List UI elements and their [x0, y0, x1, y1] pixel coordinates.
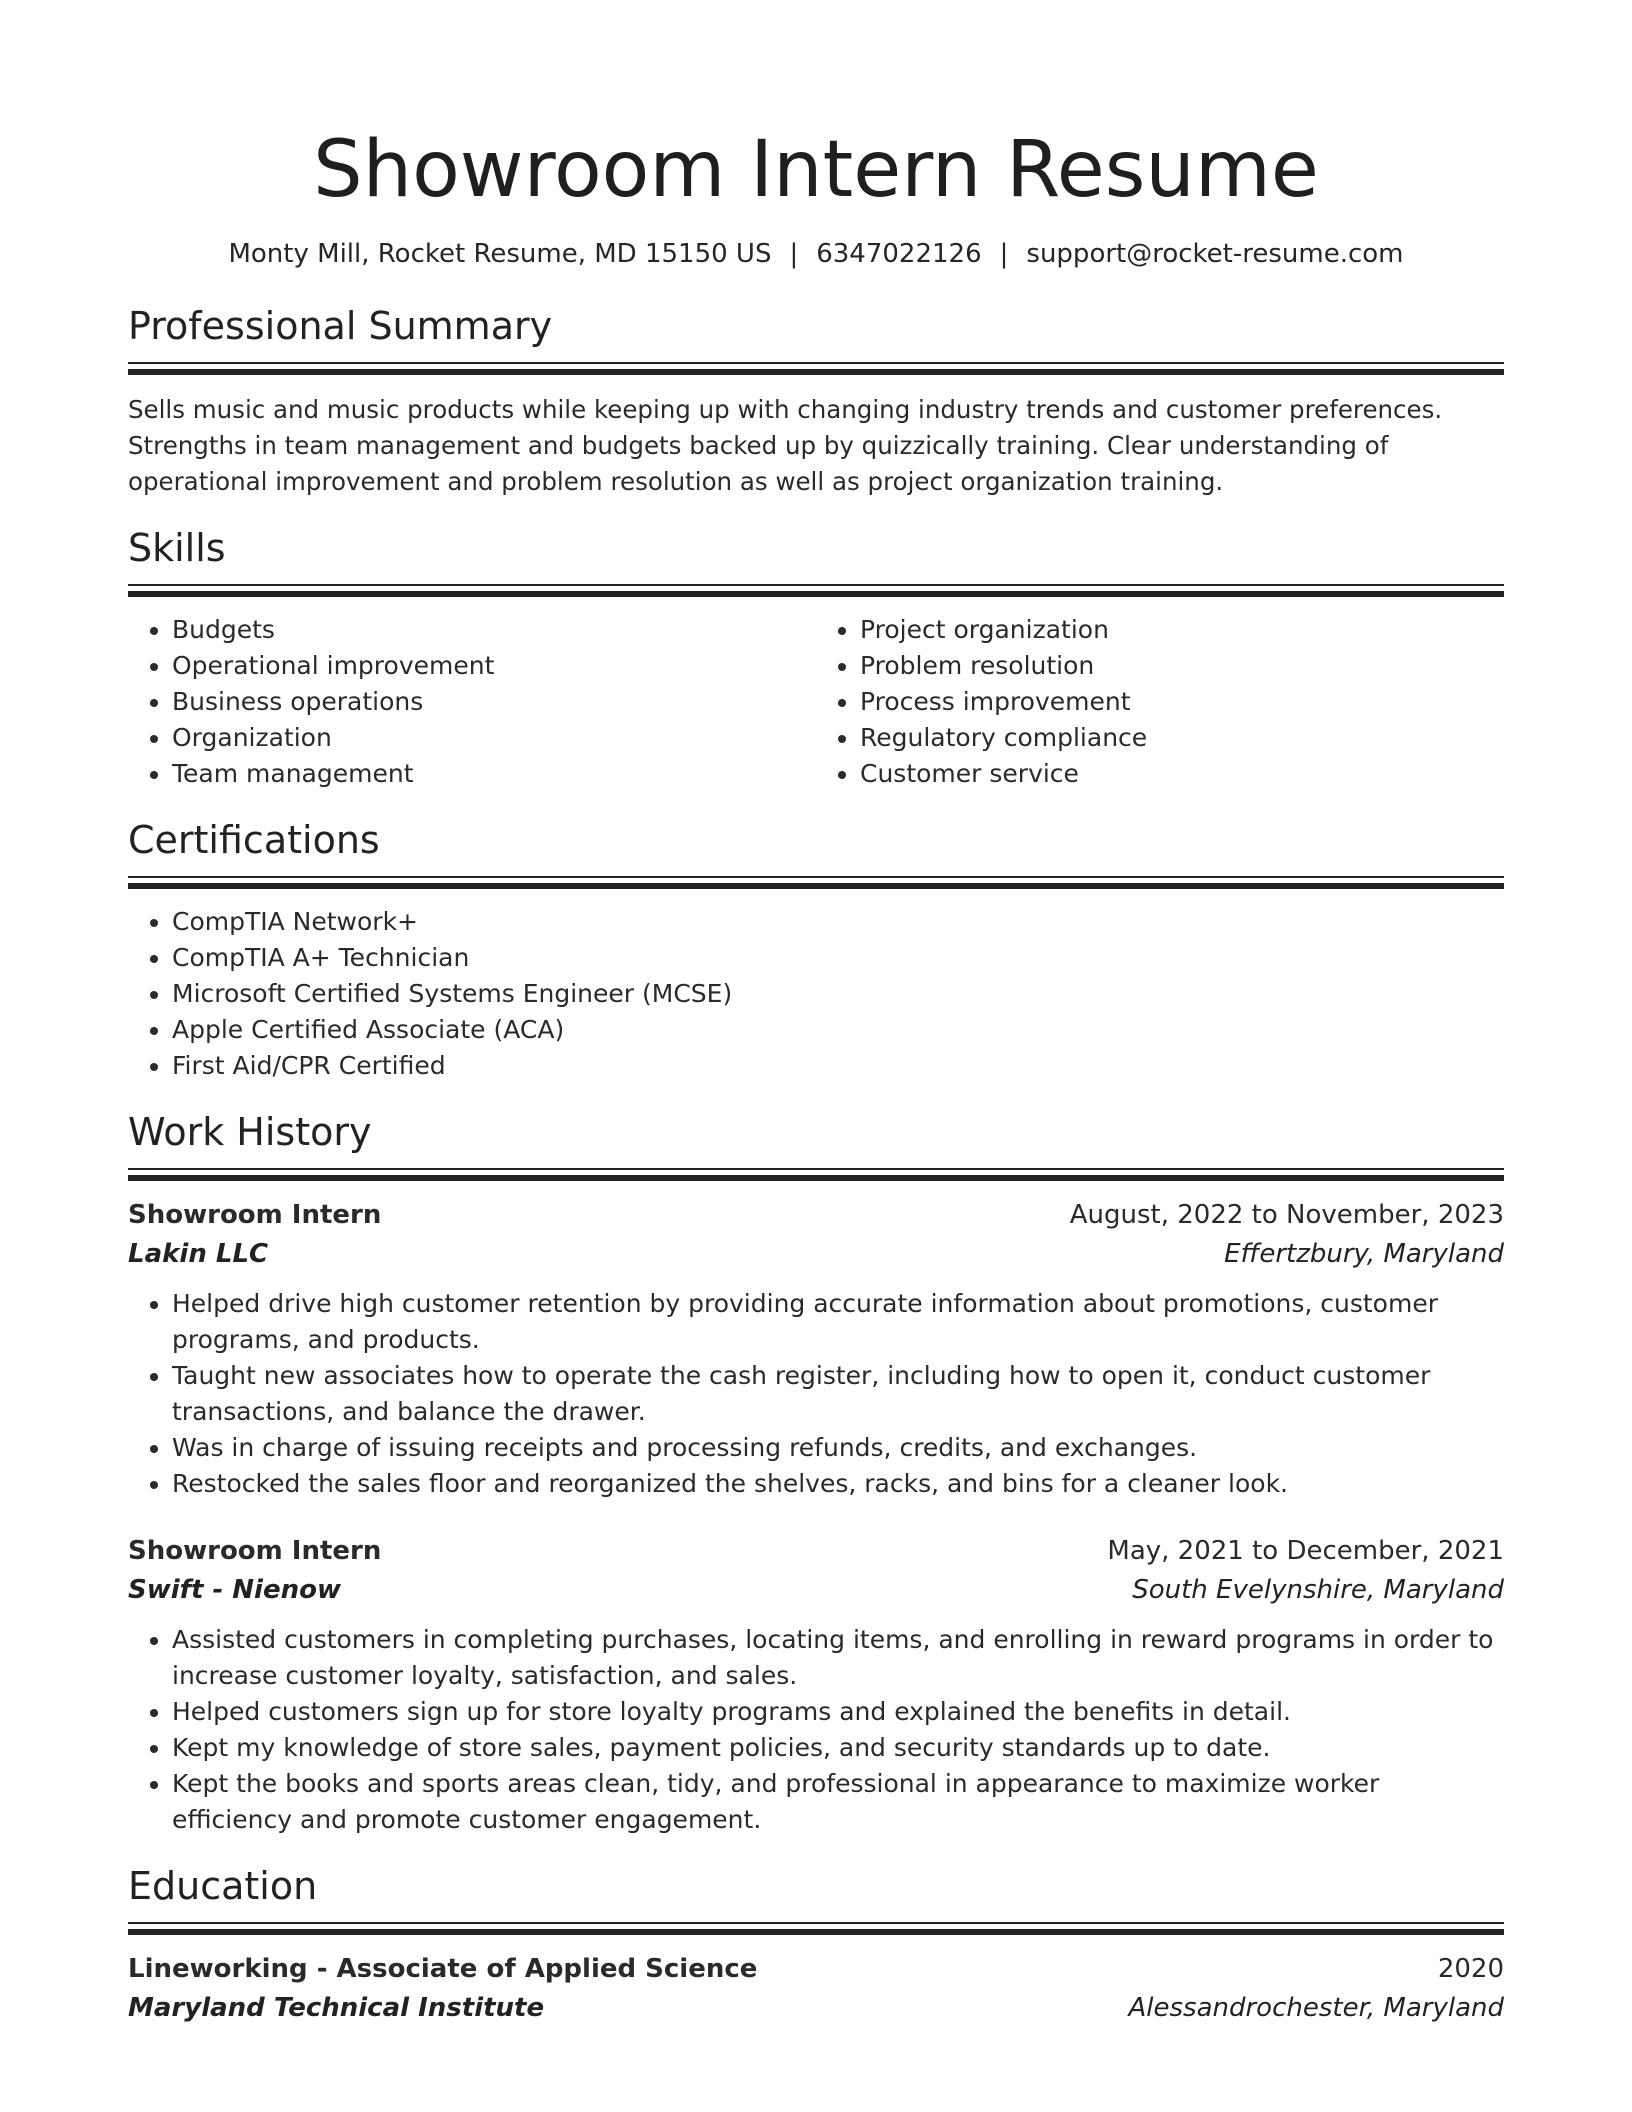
contact-separator: | — [999, 239, 1009, 269]
job-bullet: • Helped drive high customer retention by providing accurate information about promotions, customer programs, and products. — [172, 1286, 1504, 1358]
job-bullet: • Kept the books and sports areas clean, tidy, and professional in appearance to maximize worker efficiency and promote customer engagement. — [172, 1766, 1504, 1838]
job-title: Showroom Intern — [128, 1200, 382, 1230]
education-year: 2020 — [1437, 1954, 1504, 1984]
certification-item: • Microsoft Certified Systems Engineer (MCSE) — [172, 976, 1504, 1012]
skill-item: • Problem resolution — [860, 648, 1504, 684]
job-bullet: • Was in charge of issuing receipts and processing refunds, credits, and exchanges. — [172, 1430, 1504, 1466]
certification-item: • CompTIA A+ Technician — [172, 940, 1504, 976]
skill-item: • Team management — [172, 756, 816, 792]
skill-item: • Organization — [172, 720, 816, 756]
job-dates: May, 2021 to December, 2021 — [1107, 1536, 1504, 1566]
skill-item: • Project organization — [860, 612, 1504, 648]
skill-item: • Budgets — [172, 612, 816, 648]
skill-item: • Regulatory compliance — [860, 720, 1504, 756]
section-divider — [128, 1922, 1504, 1934]
summary-section — [128, 302, 1504, 500]
education-school: Maryland Technical Institute — [128, 1993, 545, 2023]
contact-email[interactable]: support@rocket-resume.com — [1026, 239, 1404, 269]
section-divider — [128, 362, 1504, 374]
skills-heading: Skills — [128, 526, 226, 570]
job-entry — [128, 1196, 1504, 1502]
contact-address: Monty Mill, Rocket Resume, MD 15150 US — [228, 239, 772, 269]
job-bullets — [128, 1622, 1504, 1838]
job-title: Showroom Intern — [128, 1536, 382, 1566]
job-location: Effertzbury, Maryland — [1224, 1239, 1504, 1269]
job-subheader — [128, 1234, 1504, 1274]
job-header — [128, 1196, 1504, 1234]
job-entry — [128, 1532, 1504, 1838]
section-divider — [128, 876, 1504, 888]
skills-section — [128, 524, 1504, 792]
education-location: Alessandrochester, Maryland — [1128, 1993, 1504, 2023]
certifications-list — [128, 904, 1504, 1084]
summary-heading: Professional Summary — [128, 304, 553, 348]
job-bullet: • Taught new associates how to operate the cash register, including how to open it, conduct customer transactions, and balance the drawer. — [172, 1358, 1504, 1430]
skills-columns — [128, 612, 1504, 792]
work-history-section — [128, 1108, 1504, 1838]
job-bullet: • Helped customers sign up for store loyalty programs and explained the benefits in detail. — [172, 1694, 1504, 1730]
job-header — [128, 1532, 1504, 1570]
skill-item: • Customer service — [860, 756, 1504, 792]
certifications-section — [128, 816, 1504, 1084]
summary-text: Sells music and music products while keeping up with changing industry trends and customer preferences. Strengths in team management and budgets backed up by quizzically training. Clear understanding of operational improvement and problem resolution as well as project organization training. — [128, 395, 1443, 496]
certification-item: • First Aid/CPR Certified — [172, 1048, 1504, 1084]
job-location: South Evelynshire, Maryland — [1132, 1575, 1504, 1605]
skills-list-left — [128, 612, 816, 792]
section-divider — [128, 584, 1504, 596]
work-history-heading: Work History — [128, 1110, 372, 1154]
job-bullet: • Kept my knowledge of store sales, payment policies, and security standards up to date. — [172, 1730, 1504, 1766]
job-company: Lakin LLC — [128, 1239, 269, 1269]
education-entry — [128, 1950, 1504, 2028]
contact-line — [128, 236, 1504, 272]
job-subheader — [128, 1570, 1504, 1610]
education-section — [128, 1862, 1504, 2028]
certifications-heading: Certifications — [128, 818, 380, 862]
education-header — [128, 1950, 1504, 1988]
skill-item: • Business operations — [172, 684, 816, 720]
education-heading: Education — [128, 1864, 318, 1908]
skill-item: • Process improvement — [860, 684, 1504, 720]
contact-separator: | — [789, 239, 799, 269]
section-divider — [128, 1168, 1504, 1180]
certification-item: • CompTIA Network+ — [172, 904, 1504, 940]
skill-item: • Operational improvement — [172, 648, 816, 684]
certification-item: • Apple Certified Associate (ACA) — [172, 1012, 1504, 1048]
job-company: Swift - Nienow — [128, 1575, 341, 1605]
education-degree: Lineworking - Associate of Applied Science — [128, 1954, 758, 1984]
contact-phone: 6347022126 — [816, 239, 982, 269]
resume-title: Showroom Intern Resume — [313, 125, 1319, 215]
education-subheader — [128, 1988, 1504, 2028]
job-dates: August, 2022 to November, 2023 — [1069, 1200, 1504, 1230]
job-bullet: • Assisted customers in completing purchases, locating items, and enrolling in reward programs in order to increase customer loyalty, satisfaction, and sales. — [172, 1622, 1504, 1694]
skills-list-right — [816, 612, 1504, 792]
job-bullet: • Restocked the sales floor and reorganized the shelves, racks, and bins for a cleaner look. — [172, 1466, 1504, 1502]
job-bullets — [128, 1286, 1504, 1502]
